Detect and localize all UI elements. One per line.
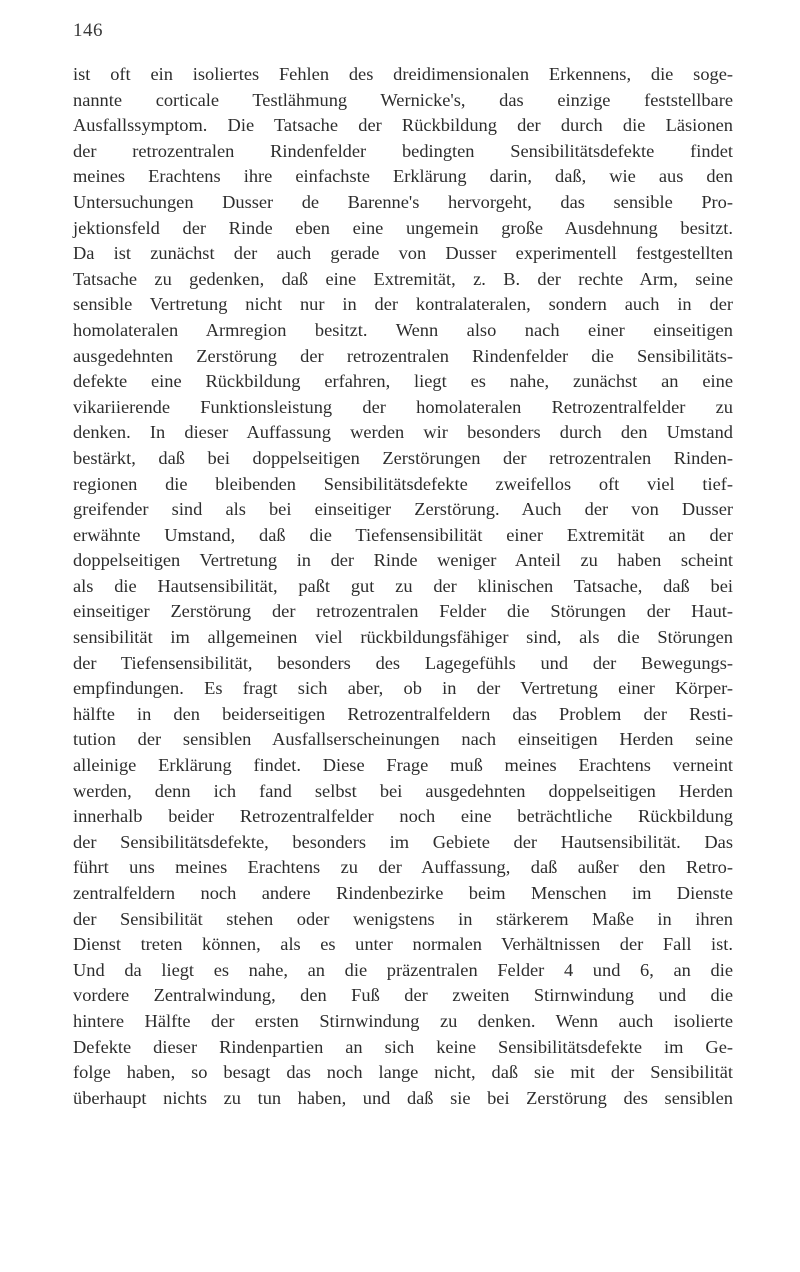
text-line: erwähnte Umstand, daß die Tiefensensibilität einer Extremität an der: [73, 524, 733, 545]
text-line: Untersuchungen Dusser de Barenne's hervorgeht, das sensible Pro-: [73, 191, 733, 212]
text-line: der Sensibilität stehen oder wenigstens in stärkerem Maße in ihren: [73, 908, 733, 929]
text-line: Tatsache zu gedenken, daß eine Extremität, z. B. der rechte Arm, seine: [73, 268, 733, 289]
text-line: tution der sensiblen Ausfallserscheinungen nach einseitigen Herden seine: [73, 729, 733, 750]
text-line: einseitiger Zerstörung der retrozentralen Felder die Störungen der Haut-: [73, 601, 733, 622]
text-line: doppelseitigen Vertretung in der Rinde weniger Anteil zu haben scheint: [73, 550, 733, 571]
text-line: folge haben, so besagt das noch lange nicht, daß sie mit der Sensibilität: [73, 1062, 733, 1083]
text-line: jektionsfeld der Rinde eben eine ungemein große Ausdehnung besitzt.: [73, 217, 733, 238]
text-line: innerhalb beider Retrozentralfelder noch eine beträchtliche Rückbildung: [73, 806, 733, 827]
text-line: hälfte in den beiderseitigen Retrozentralfeldern das Problem der Resti-: [73, 703, 733, 724]
text-line: regionen die bleibenden Sensibilitätsdefekte zweifellos oft viel tief-: [73, 473, 733, 494]
body-text: [73, 62, 733, 1111]
text-line: empfindungen. Es fragt sich aber, ob in der Vertretung einer Körper-: [73, 678, 733, 699]
text-line: homolateralen Armregion besitzt. Wenn also nach einer einseitigen: [73, 319, 733, 340]
text-line: Und da liegt es nahe, an die präzentralen Felder 4 und 6, an die: [73, 959, 733, 980]
text-line: als die Hautsensibilität, paßt gut zu der klinischen Tatsache, daß bei: [73, 575, 733, 596]
text-line: überhaupt nichts zu tun haben, und daß sie bei Zerstörung des sensiblen: [73, 1087, 733, 1108]
text-line: zentralfeldern noch andere Rindenbezirke beim Menschen im Dienste: [73, 883, 733, 903]
text-line: vikariierende Funktionsleistung der homolateralen Retrozentralfelder zu: [73, 396, 733, 417]
text-line: hintere Hälfte der ersten Stirnwindung zu denken. Wenn auch isolierte: [73, 1010, 733, 1031]
text-line: Defekte dieser Rindenpartien an sich keine Sensibilitätsdefekte im Ge-: [73, 1036, 733, 1057]
text-line: sensibilität im allgemeinen viel rückbildungsfähiger sind, als die Störungen: [73, 627, 733, 648]
text-line: alleinige Erklärung findet. Diese Frage muß meines Erachtens verneint: [73, 755, 733, 776]
text-line: der Sensibilitätsdefekte, besonders im Gebiete der Hautsensibilität. Das: [73, 831, 733, 852]
text-line: ist oft ein isoliertes Fehlen des dreidimensionalen Erkennens, die soge-: [73, 64, 733, 84]
text-line: Ausfallssymptom. Die Tatsache der Rückbildung der durch die Läsionen: [73, 115, 733, 136]
text-line: werden, denn ich fand selbst bei ausgedehnten doppelseitigen Herden: [73, 780, 733, 801]
text-line: Dienst treten können, als es unter normalen Verhältnissen der Fall ist.: [73, 934, 733, 955]
text-line: meines Erachtens ihre einfachste Erklärung darin, daß, wie aus den: [73, 166, 733, 187]
text-line: nannte corticale Testlähmung Wernicke's, das einzige feststellbare: [73, 89, 733, 110]
text-line: sensible Vertretung nicht nur in der kontralateralen, sondern auch in der: [73, 294, 733, 315]
text-line: der retrozentralen Rindenfelder bedingten Sensibilitätsdefekte findet: [73, 140, 733, 161]
text-line: greifender sind als bei einseitiger Zerstörung. Auch der von Dusser: [73, 499, 733, 520]
text-line: defekte eine Rückbildung erfahren, liegt es nahe, zunächst an eine: [73, 371, 733, 392]
text-line: Da ist zunächst der auch gerade von Dusser experimentell festgestellten: [73, 243, 733, 264]
text-line: bestärkt, daß bei doppelseitigen Zerstörungen der retrozentralen Rinden-: [73, 447, 733, 468]
text-line: führt uns meines Erachtens zu der Auffassung, daß außer den Retro-: [73, 857, 733, 878]
text-line: denken. In dieser Auffassung werden wir besonders durch den Umstand: [73, 422, 733, 443]
text-line: ausgedehnten Zerstörung der retrozentralen Rindenfelder die Sensibilitäts-: [73, 345, 733, 366]
page-number: 146: [73, 20, 103, 41]
text-line: vordere Zentralwindung, den Fuß der zweiten Stirnwindung und die: [73, 985, 733, 1006]
text-line: der Tiefensensibilität, besonders des Lagegefühls und der Bewegungs-: [73, 652, 733, 673]
